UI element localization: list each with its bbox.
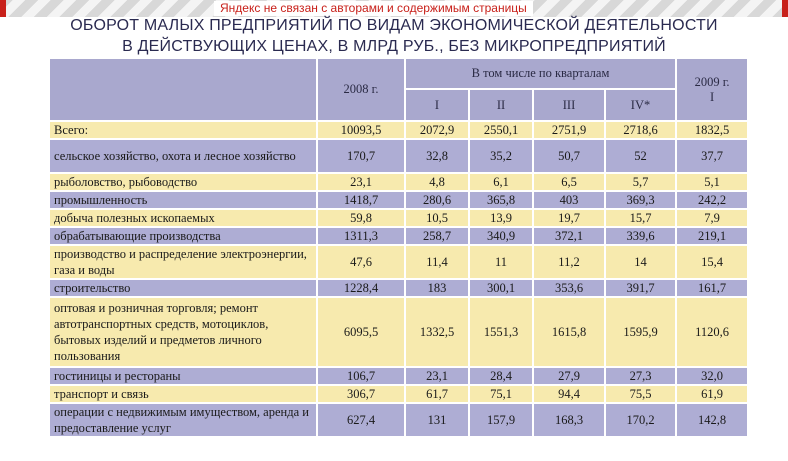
warning-banner <box>0 0 788 17</box>
page-title-line1: ОБОРОТ МАЛЫХ ПРЕДПРИЯТИЙ ПО ВИДАМ ЭКОНОМИЧЕСКОЙ ДЕЯТЕЛЬНОСТИ <box>70 17 718 34</box>
cell: 1615,8 <box>533 297 605 367</box>
cell: 1832,5 <box>676 121 748 139</box>
cell: 157,9 <box>469 403 533 437</box>
cell: 300,1 <box>469 279 533 297</box>
cell: 1120,6 <box>676 297 748 367</box>
table-row <box>50 279 748 297</box>
cell: 1595,9 <box>605 297 676 367</box>
cell: 5,1 <box>676 173 748 191</box>
cell: 170,7 <box>317 139 405 173</box>
cell: 306,7 <box>317 385 405 403</box>
turnover-table <box>50 59 749 438</box>
table-row <box>50 403 748 437</box>
cell: 5,7 <box>605 173 676 191</box>
table-row <box>50 297 748 367</box>
table-row <box>50 245 748 279</box>
cell: 369,3 <box>605 191 676 209</box>
table-row <box>50 191 748 209</box>
table-row <box>50 227 748 245</box>
cell: 372,1 <box>533 227 605 245</box>
cell: 142,8 <box>676 403 748 437</box>
cell: 106,7 <box>317 367 405 385</box>
page-title-line2: В ДЕЙСТВУЮЩИХ ЦЕНАХ, В МЛРД РУБ., БЕЗ МИКРОПРЕДПРИЯТИЙ <box>122 38 666 55</box>
cell: 403 <box>533 191 605 209</box>
row-name: Всего: <box>50 121 317 139</box>
cell: 258,7 <box>405 227 469 245</box>
cell: 219,1 <box>676 227 748 245</box>
row-name: производство и распределение электроэнергии, газа и воды <box>50 245 317 279</box>
cell: 11 <box>469 245 533 279</box>
table-row <box>50 385 748 403</box>
cell: 353,6 <box>533 279 605 297</box>
cell: 1332,5 <box>405 297 469 367</box>
cell: 2718,6 <box>605 121 676 139</box>
header-2009-year: 2009 г. <box>694 74 730 89</box>
cell: 391,7 <box>605 279 676 297</box>
cell: 6,5 <box>533 173 605 191</box>
header-q1: I <box>405 89 469 121</box>
cell: 340,9 <box>469 227 533 245</box>
cell: 75,5 <box>605 385 676 403</box>
cell: 13,9 <box>469 209 533 227</box>
cell: 1311,3 <box>317 227 405 245</box>
cell: 339,6 <box>605 227 676 245</box>
row-name: обрабатывающие производства <box>50 227 317 245</box>
cell: 2072,9 <box>405 121 469 139</box>
header-quarters: В том числе по кварталам <box>405 59 676 89</box>
header-activity <box>50 59 317 121</box>
cell: 27,9 <box>533 367 605 385</box>
cell: 32,8 <box>405 139 469 173</box>
cell: 19,7 <box>533 209 605 227</box>
banner-right-edge <box>782 0 788 17</box>
cell: 170,2 <box>605 403 676 437</box>
cell: 23,1 <box>405 367 469 385</box>
cell: 1418,7 <box>317 191 405 209</box>
cell: 23,1 <box>317 173 405 191</box>
cell: 6,1 <box>469 173 533 191</box>
cell: 10,5 <box>405 209 469 227</box>
row-name: промышленность <box>50 191 317 209</box>
cell: 14 <box>605 245 676 279</box>
header-q2: II <box>469 89 533 121</box>
cell: 61,9 <box>676 385 748 403</box>
cell: 2550,1 <box>469 121 533 139</box>
table-row <box>50 139 748 173</box>
cell: 242,2 <box>676 191 748 209</box>
cell: 161,7 <box>676 279 748 297</box>
cell: 27,3 <box>605 367 676 385</box>
cell: 7,9 <box>676 209 748 227</box>
cell: 47,6 <box>317 245 405 279</box>
header-2008: 2008 г. <box>317 59 405 121</box>
cell: 10093,5 <box>317 121 405 139</box>
cell: 365,8 <box>469 191 533 209</box>
cell: 35,2 <box>469 139 533 173</box>
table-row <box>50 173 748 191</box>
row-name: сельское хозяйство, охота и лесное хозяйство <box>50 139 317 173</box>
table-row <box>50 209 748 227</box>
header-q3: III <box>533 89 605 121</box>
row-name: гостиницы и рестораны <box>50 367 317 385</box>
banner-left-edge <box>0 0 6 17</box>
cell: 6095,5 <box>317 297 405 367</box>
table-row <box>50 367 748 385</box>
cell: 37,7 <box>676 139 748 173</box>
row-name: транспорт и связь <box>50 385 317 403</box>
cell: 4,8 <box>405 173 469 191</box>
row-name: добыча полезных ископаемых <box>50 209 317 227</box>
cell: 131 <box>405 403 469 437</box>
cell: 1228,4 <box>317 279 405 297</box>
cell: 15,4 <box>676 245 748 279</box>
cell: 280,6 <box>405 191 469 209</box>
header-2009-quarter: I <box>709 89 715 104</box>
cell: 627,4 <box>317 403 405 437</box>
cell: 11,4 <box>405 245 469 279</box>
cell: 28,4 <box>469 367 533 385</box>
banner-notice: Яндекс не связан с авторами и содержимым страницы <box>214 1 533 16</box>
cell: 1551,3 <box>469 297 533 367</box>
cell: 15,7 <box>605 209 676 227</box>
cell: 32,0 <box>676 367 748 385</box>
header-2009 <box>676 59 748 121</box>
row-name: операции с недвижимым имуществом, аренда и предоставление услуг <box>50 403 317 437</box>
cell: 52 <box>605 139 676 173</box>
table-row <box>50 121 748 139</box>
cell: 75,1 <box>469 385 533 403</box>
cell: 94,4 <box>533 385 605 403</box>
header-q4: IV* <box>605 89 676 121</box>
cell: 11,2 <box>533 245 605 279</box>
row-name: рыболовство, рыбоводство <box>50 173 317 191</box>
row-name: оптовая и розничная торговля; ремонт автотранспортных средств, мотоциклов, бытовых изделий и предметов личного пользования <box>50 297 317 367</box>
cell: 61,7 <box>405 385 469 403</box>
cell: 2751,9 <box>533 121 605 139</box>
row-name: строительство <box>50 279 317 297</box>
cell: 183 <box>405 279 469 297</box>
cell: 168,3 <box>533 403 605 437</box>
cell: 50,7 <box>533 139 605 173</box>
cell: 59,8 <box>317 209 405 227</box>
